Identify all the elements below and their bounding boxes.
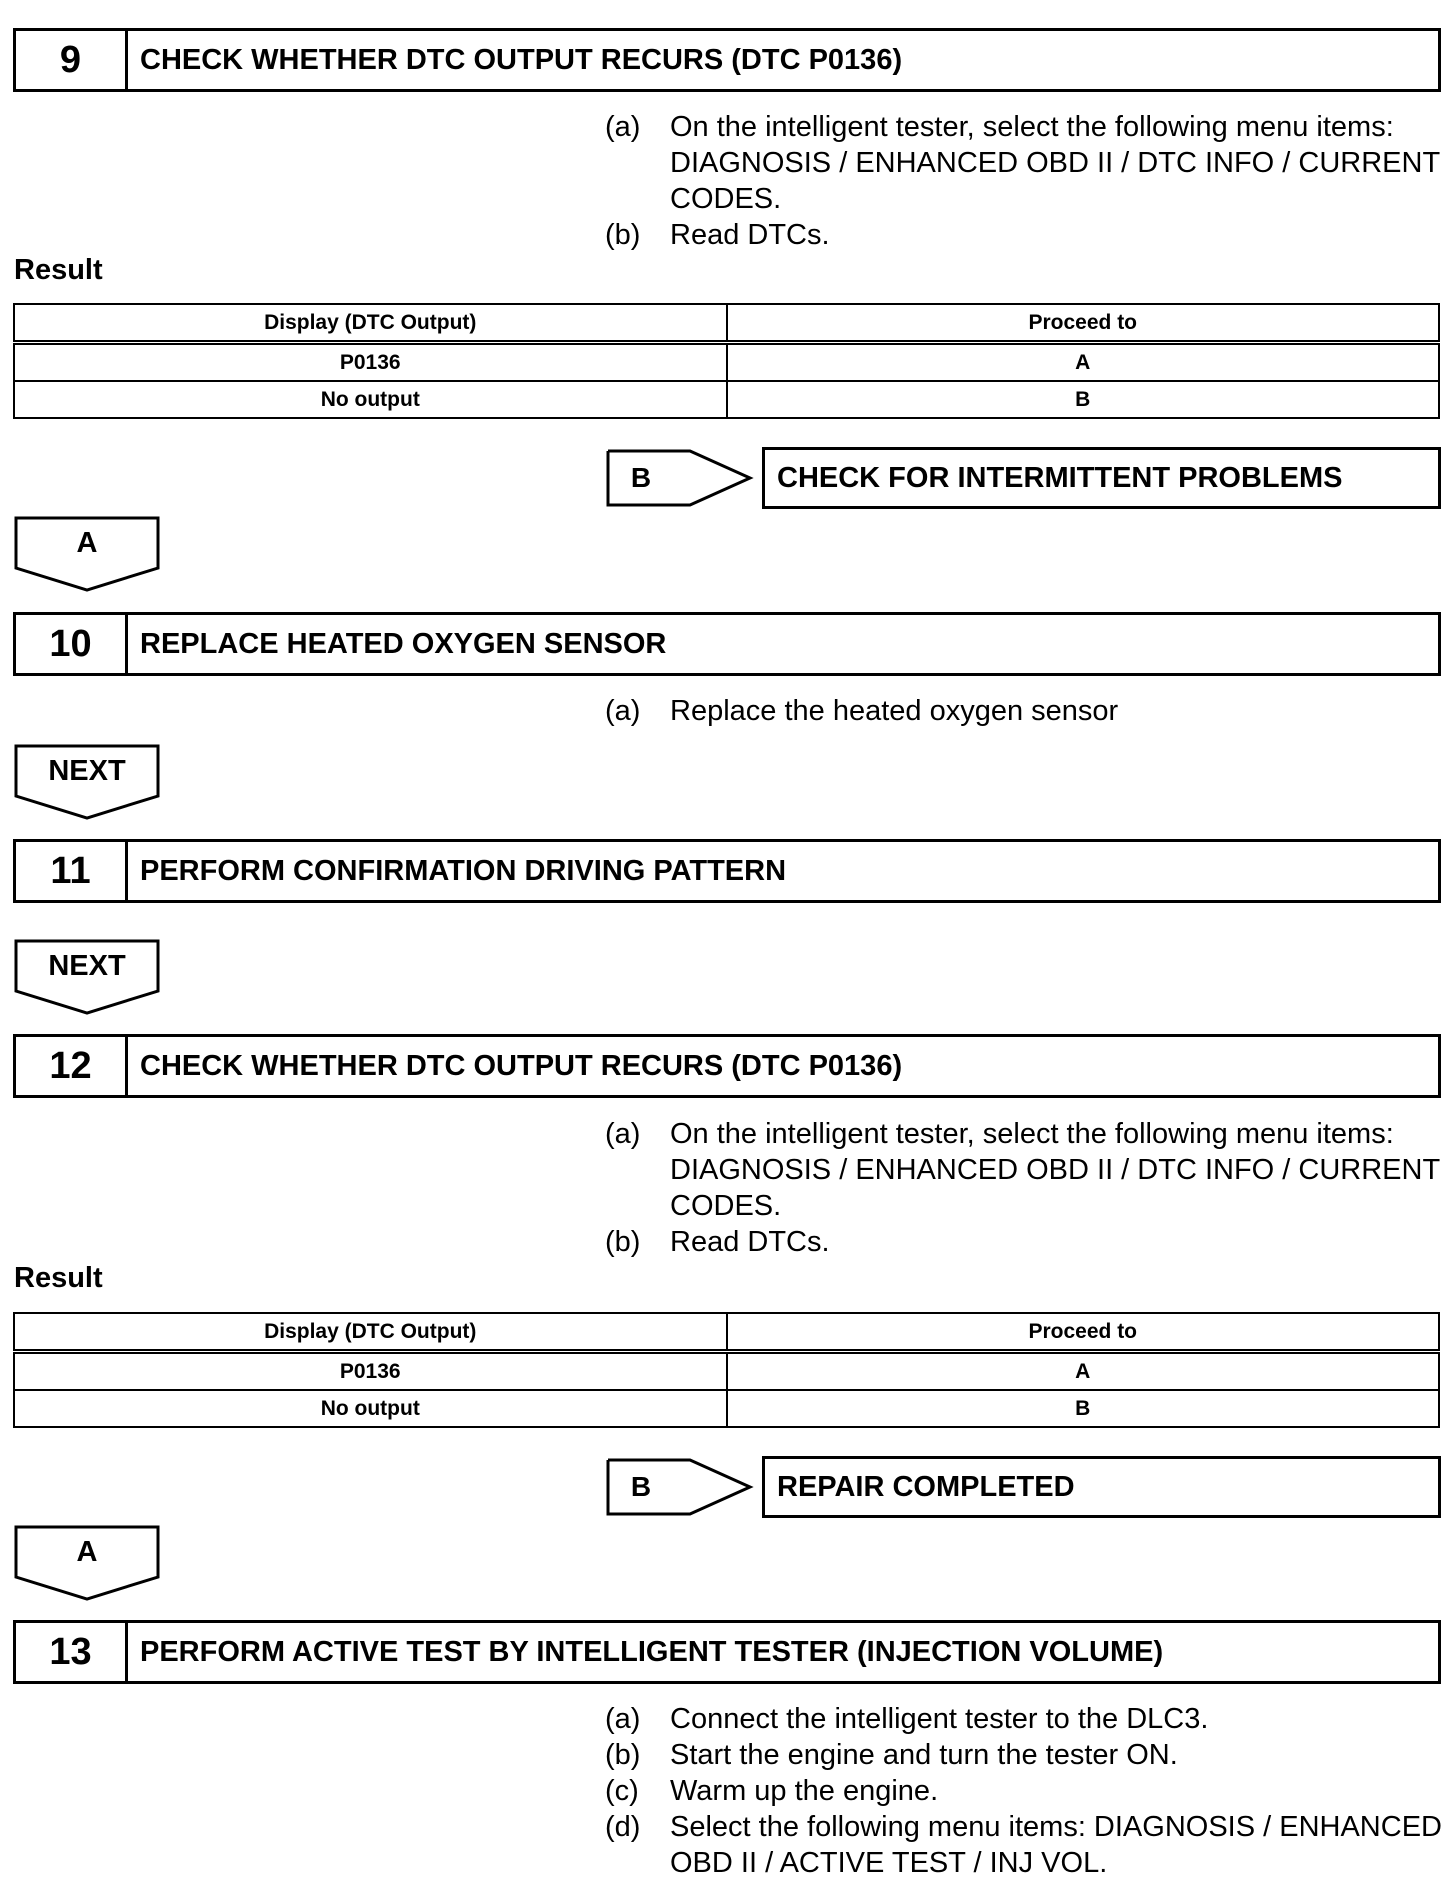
- table-cell: P0136: [14, 343, 727, 382]
- instruction-text: Start the engine and turn the tester ON.: [670, 1739, 1178, 1771]
- instruction-label: (b): [605, 1739, 641, 1771]
- instruction-item: [605, 1116, 1445, 1224]
- instruction-label: (a): [605, 1118, 641, 1150]
- step-9-instructions: [605, 109, 1445, 253]
- instruction-text: On the intelligent tester, select the following menu items: DIAGNOSIS / ENHANCED OBD II / DTC INFO / CURRENT CODES.: [670, 1118, 1440, 1222]
- instruction-text: Read DTCs.: [670, 1226, 830, 1258]
- instruction-label: (a): [605, 111, 641, 143]
- step-number: 12: [16, 1037, 128, 1095]
- instruction-label: (a): [605, 695, 641, 727]
- result-table-2: [13, 1312, 1440, 1428]
- table-row: [14, 1352, 1439, 1391]
- table-header-row: [14, 304, 1439, 343]
- instruction-text: Connect the intelligent tester to the DLC3.: [670, 1703, 1209, 1735]
- step-11-header: [13, 839, 1441, 903]
- table-cell: No output: [14, 381, 727, 418]
- branch-letter: B: [630, 1471, 652, 1502]
- table-header-row: [14, 1313, 1439, 1352]
- result-label: Result: [14, 254, 103, 286]
- table-row: [14, 1390, 1439, 1427]
- step-number: 9: [16, 31, 128, 89]
- result-table-1: [13, 303, 1440, 419]
- instruction-item: [605, 217, 1445, 253]
- table-cell: A: [727, 1352, 1440, 1391]
- instruction-label: (a): [605, 1703, 641, 1735]
- instruction-item: [605, 1773, 1445, 1809]
- instruction-label: (d): [605, 1811, 641, 1843]
- step-13-header: [13, 1620, 1441, 1684]
- table-header-cell: Display (DTC Output): [14, 1313, 727, 1352]
- result-label: Result: [14, 1262, 103, 1294]
- table-row: [14, 343, 1439, 382]
- step-12-instructions: [605, 1116, 1445, 1260]
- instruction-label: (c): [605, 1775, 639, 1807]
- instruction-item: [605, 1701, 1445, 1737]
- step-title: CHECK WHETHER DTC OUTPUT RECURS (DTC P0136): [140, 1049, 903, 1082]
- step-12-header: [13, 1034, 1441, 1098]
- instruction-text: On the intelligent tester, select the following menu items: DIAGNOSIS / ENHANCED OBD II / DTC INFO / CURRENT CODES.: [670, 111, 1440, 215]
- arrow-label: A: [76, 526, 98, 559]
- step-number: 10: [16, 615, 128, 673]
- branch-destination: REPAIR COMPLETED: [762, 1456, 1441, 1518]
- step-13-instructions: [605, 1701, 1445, 1881]
- table-cell: B: [727, 1390, 1440, 1427]
- step-number: 13: [16, 1623, 128, 1681]
- branch-destination: CHECK FOR INTERMITTENT PROBLEMS: [762, 447, 1441, 509]
- step-9-header: [13, 28, 1441, 92]
- table-cell: No output: [14, 1390, 727, 1427]
- table-header-cell: Proceed to: [727, 1313, 1440, 1352]
- instruction-text: Replace the heated oxygen sensor: [670, 695, 1119, 727]
- table-header-cell: Proceed to: [727, 304, 1440, 343]
- instruction-item: [605, 1737, 1445, 1773]
- table-cell: A: [727, 343, 1440, 382]
- step-title: PERFORM ACTIVE TEST BY INTELLIGENT TESTER (INJECTION VOLUME): [140, 1635, 1164, 1668]
- step-10-header: [13, 612, 1441, 676]
- arrow-label: A: [76, 1535, 98, 1568]
- instruction-label: (b): [605, 1226, 641, 1258]
- instruction-item: [605, 1224, 1445, 1260]
- step-10-instructions: [605, 693, 1445, 729]
- table-header-cell: Display (DTC Output): [14, 304, 727, 343]
- instruction-label: (b): [605, 219, 641, 251]
- step-title: PERFORM CONFIRMATION DRIVING PATTERN: [140, 854, 787, 887]
- instruction-item: [605, 1809, 1445, 1881]
- step-title: CHECK WHETHER DTC OUTPUT RECURS (DTC P0136): [140, 43, 903, 76]
- arrow-label: NEXT: [48, 949, 126, 982]
- instruction-text: Read DTCs.: [670, 219, 830, 251]
- step-number: 11: [16, 842, 128, 900]
- instruction-item: [605, 693, 1445, 729]
- instruction-text: Warm up the engine.: [670, 1775, 939, 1807]
- table-row: [14, 381, 1439, 418]
- step-title: REPLACE HEATED OXYGEN SENSOR: [140, 627, 667, 660]
- table-cell: B: [727, 381, 1440, 418]
- instruction-item: [605, 109, 1445, 217]
- branch-letter: B: [630, 462, 652, 493]
- instruction-text: Select the following menu items: DIAGNOSIS / ENHANCED OBD II / ACTIVE TEST / INJ VOL.: [670, 1811, 1442, 1879]
- table-cell: P0136: [14, 1352, 727, 1391]
- arrow-label: NEXT: [48, 754, 126, 787]
